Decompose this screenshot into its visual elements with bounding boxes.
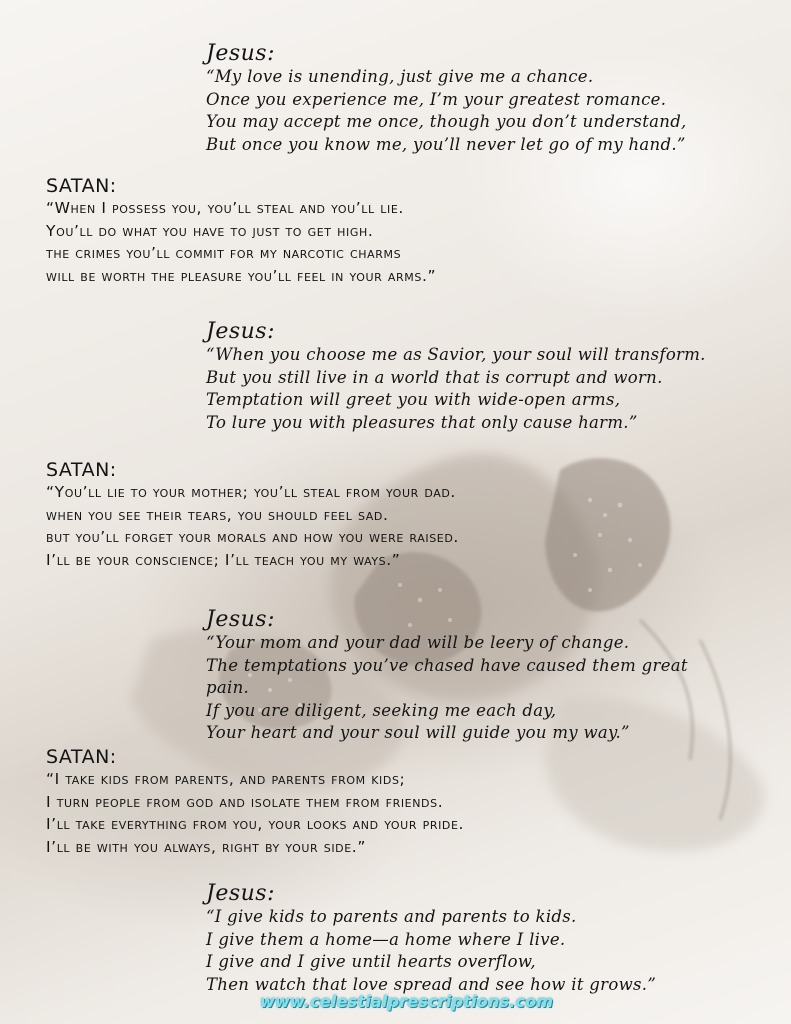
- stanza-satan-3: [46, 746, 464, 858]
- verse-line: “When you choose me as Savior, your soul will transform.: [206, 345, 706, 364]
- speaker-label: Jesus:: [206, 319, 275, 344]
- verse-line: Your heart and your soul will guide you my way.”: [206, 723, 630, 742]
- speaker-label: Jesus:: [206, 881, 275, 906]
- verse-line: “When I possess you, you’ll steal and you’ll lie.: [46, 199, 404, 217]
- verse-line: I’ll take everything from you, your looks and your pride.: [46, 815, 465, 833]
- verse-line: “I take kids from parents, and parents from kids;: [46, 770, 406, 788]
- speaker-label: SATAN:: [46, 175, 117, 197]
- speaker-label: Jesus:: [206, 607, 275, 632]
- verse-line: will be worth the pleasure you’ll feel in your arms.”: [46, 266, 437, 285]
- stanza-jesus-4: [206, 882, 656, 996]
- verse-line: I’ll be with you always, right by your side.”: [46, 837, 366, 856]
- speaker-label: SATAN:: [46, 746, 117, 768]
- stanza-satan-1: [46, 175, 436, 287]
- verse-line: You may accept me once, though you don’t understand,: [206, 112, 687, 131]
- verse-line: To lure you with pleasures that only cause harm.”: [206, 412, 638, 432]
- verse-line: Then watch that love spread and see how it grows.”: [206, 974, 657, 994]
- verse-line: The temptations you’ve chased have caused them great: [206, 655, 688, 675]
- verse-line: “Your mom and your dad will be leery of change.: [206, 633, 630, 652]
- stanza-jesus-1: [206, 42, 687, 156]
- speaker-label: SATAN:: [46, 459, 117, 481]
- verse-line: the crimes you’ll commit for my narcotic charms: [46, 244, 402, 262]
- verse-line: You’ll do what you have to just to get high.: [46, 221, 374, 240]
- verse-line: “I give kids to parents and parents to kids.: [206, 907, 577, 926]
- website-url[interactable]: www.celestialprescriptions.com: [260, 992, 554, 1011]
- verse-line: Once you experience me, I’m your greatest romance.: [206, 89, 667, 109]
- verse-line: “My love is unending, just give me a chance.: [206, 67, 594, 86]
- stanza-jesus-3: [206, 608, 688, 745]
- verse-line: pain.: [206, 678, 250, 697]
- verse-line: Temptation will greet you with wide-open arms,: [206, 390, 621, 409]
- stanza-jesus-2: [206, 320, 706, 434]
- verse-line: when you see their tears, you should feel sad.: [46, 505, 389, 524]
- verse-line: I’ll be your conscience; I’ll teach you my ways.”: [46, 550, 401, 569]
- verse-line: But once you know me, you’ll never let go of my hand.”: [206, 134, 686, 154]
- verse-line: I give and I give until hearts overflow,: [206, 952, 536, 971]
- verse-line: If you are diligent, seeking me each day,: [206, 700, 557, 720]
- verse-line: but you’ll forget your morals and how you were raised.: [46, 528, 459, 546]
- verse-line: “You’ll lie to your mother; you’ll steal from your dad.: [46, 483, 456, 501]
- speaker-label: Jesus:: [206, 41, 275, 66]
- verse-line: I give them a home—a home where I live.: [206, 929, 566, 949]
- stanza-satan-2: [46, 459, 459, 571]
- verse-line: But you still live in a world that is corrupt and worn.: [206, 367, 663, 387]
- verse-line: I turn people from god and isolate them from friends.: [46, 792, 444, 811]
